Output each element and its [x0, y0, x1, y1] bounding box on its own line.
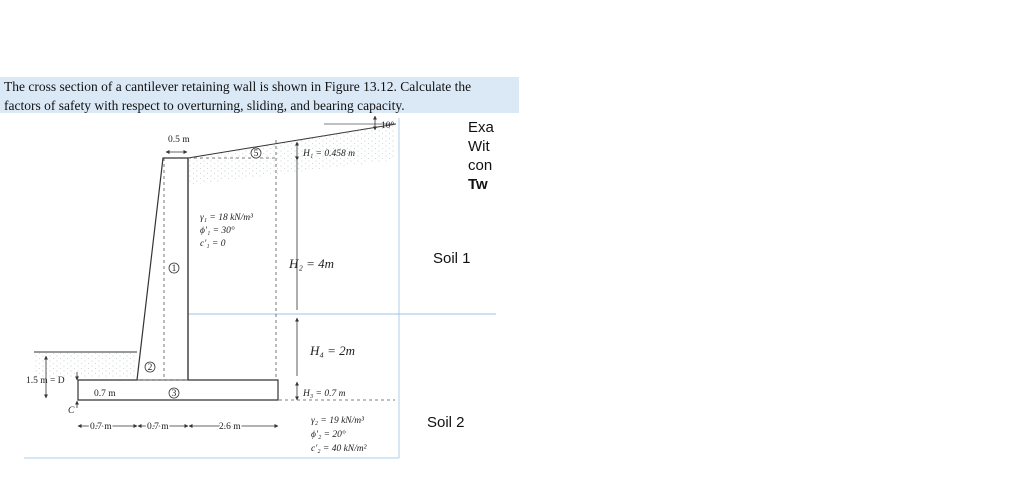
soil1-phi: ϕ'₁ = 30°	[200, 226, 235, 236]
side-text-line-4: Tw	[468, 176, 488, 193]
label-stem-base: 0.7 m	[147, 422, 169, 432]
soil-1-label: Soil 1	[433, 250, 471, 267]
soil-2-label: Soil 2	[427, 414, 465, 431]
section-5-number: 5	[253, 149, 259, 159]
backfill-soil-hatch	[188, 125, 396, 185]
label-h3: H₃ = 0.7 m	[303, 389, 346, 399]
label-top-width: 0.5 m	[168, 135, 190, 145]
section-3-number: 3	[171, 389, 177, 399]
label-backfill-angle: 10°	[381, 121, 395, 131]
label-depth-d: 1.5 m = D	[26, 376, 65, 386]
label-h1: H₁ = 0.458 m	[303, 149, 355, 159]
label-toe: 0.7 m	[90, 422, 112, 432]
side-text-line-3: con	[468, 157, 493, 174]
section-2-number: 2	[147, 363, 153, 373]
problem-line-2: factors of safety with respect to overturning, sliding, and bearing capacity.	[4, 97, 405, 113]
label-heel: 2.6 m	[219, 422, 241, 432]
side-text-line-1: Exa	[468, 119, 494, 136]
label-h4: H₄ = 2m	[310, 343, 356, 358]
label-point-c: C	[68, 406, 75, 416]
label-base-thickness: 0.7 m	[94, 389, 116, 399]
soil2-phi: ϕ'₂ = 20°	[311, 430, 346, 440]
soil2-gamma: γ₂ = 19 kN/m³	[311, 416, 364, 426]
soil1-gamma: γ₁ = 18 kN/m³	[200, 213, 253, 223]
section-1-number: 1	[171, 264, 177, 274]
soil1-c: c'₁ = 0	[200, 239, 226, 249]
soil2-c: c'₂ = 40 kN/m²	[311, 444, 367, 454]
label-h2: H₂ = 4m	[289, 256, 335, 271]
problem-line-1: The cross section of a cantilever retaining wall is shown in Figure 13.12. Calculate the	[4, 79, 472, 94]
side-text-line-2: Wit	[468, 138, 490, 155]
front-soil-hatch	[34, 352, 137, 378]
